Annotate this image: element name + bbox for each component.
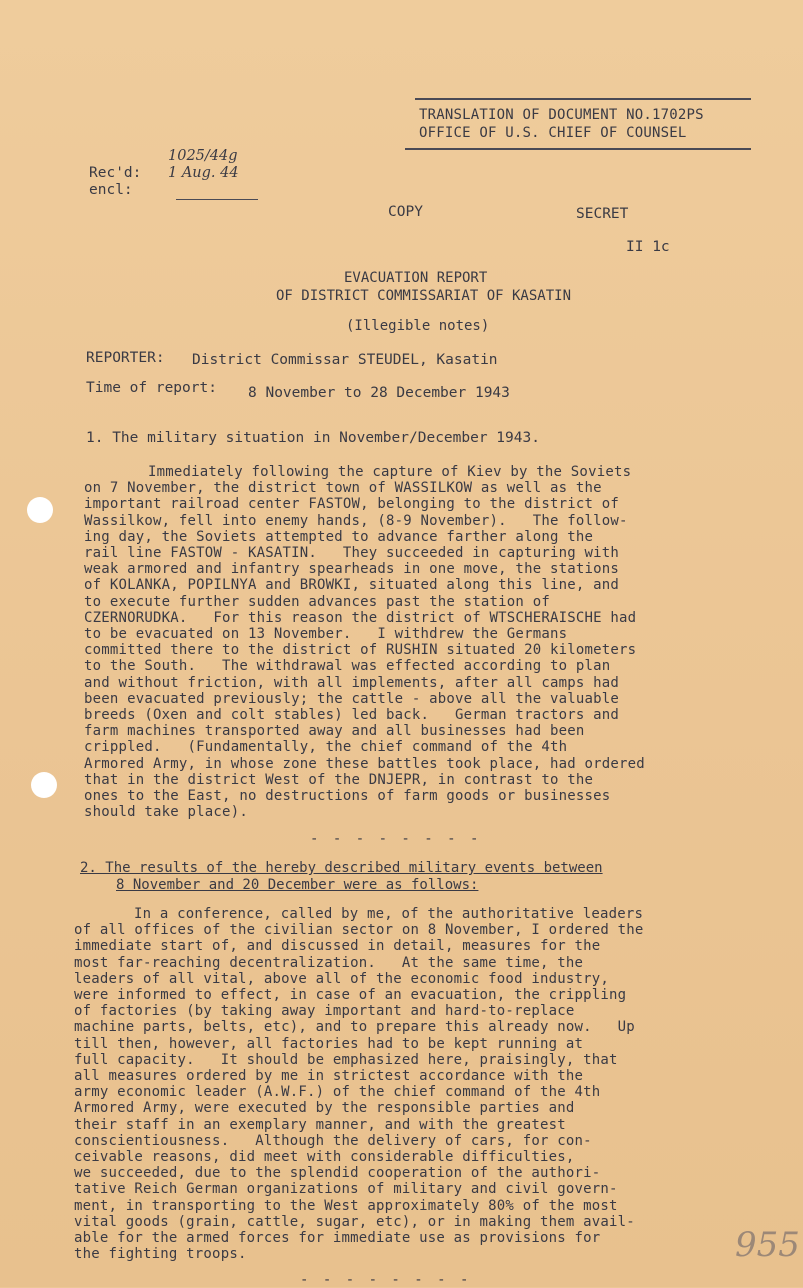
bottom-divider: - - - - - - - - <box>300 1272 472 1288</box>
reporter-label: REPORTER: <box>86 350 165 366</box>
section-2-body: In a conference, called by me, of the authoritative leaders of all offices of the civilian sector on 8 November, I ordered the immediate start of, and discussed in detail, measures for the most far-reaching decentralization. At the same time, the leaders of all vital, above all of the economic food industry, were informed to effect, in case of an evacuation, the crippling of factories (by taking away important and hard-to-replace machine parts, belts, etc), and to prepare this already now. Up till then, however, all factories had to be kept running at full capacity. It should be emphasized here, praisingly, that all measures ordered by me in strictest accordance with the army economic leader (A.W.F.) of the chief command of the 4th Armored Army, were executed by the responsible parties and their staff in an exemplary manner, and with the greatest conscientiousness. Although the delivery of cars, for con- ceivable reasons, did meet with considerable difficulties, we succeeded, due to the splendid cooperation of the authori- tative Reich German organizations of military and civil govern- ment, in transporting to the West approximately 80% of the most vital goods (grain, cattle, sugar, etc), or in making them avail- able for the armed forces for immediate use as provisions for the fighting troops. <box>74 906 644 1263</box>
section-2-heading: 2. The results of the hereby described military events between <box>80 860 603 876</box>
enclosure-line <box>176 199 258 200</box>
translation-header <box>415 98 755 150</box>
file-reference: II 1c <box>626 239 670 255</box>
header-rule-top <box>415 98 751 100</box>
page-number-stamp: 955 <box>735 1225 800 1265</box>
enclosure-label: encl: <box>89 182 133 198</box>
illegible-notes: (Illegible notes) <box>346 318 490 334</box>
header-rule-bottom <box>405 148 751 150</box>
copy-mark: COPY <box>388 204 423 220</box>
time-of-report-label: Time of report: <box>86 380 217 396</box>
section-1-body: Immediately following the capture of Kiev by the Soviets on 7 November, the district town of WASSILKOW as well as the important railroad center FASTOW, belonging to the district of Wassilkow, fell into enemy hands, (8-9 November). The follow- ing day, the Soviets attempted to advance farther along the rail line FASTOW - KASATIN. They succeeded in capturing with weak armored and infantry spearheads in one move, the stations of KOLANKA, POPILNYA and BROWKI, situated along this line, and to execute further sudden advances past the station of CZERNORUDKA. For this reason the district of WTSCHERAISCHE had to be evacuated on 13 November. I withdrew the Germans committed there to the district of RUSHIN situated 20 kilometers to the South. The withdrawal was effected according to plan and without friction, with all implements, after all camps had been evacuated previously; the cattle - above all the valuable breeds (Oxen and colt stables) led back. German tractors and farm machines transported away and all businesses had been crippled. (Fundamentally, the chief command of the 4th Armored Army, in whose zone these battles took place, had ordered that in the district West of the DNJEPR, in contrast to the ones to the East, no destructions of farm goods or businesses should take place). <box>84 464 645 821</box>
report-title: EVACUATION REPORT <box>344 270 488 286</box>
received-number: 1025/44g <box>168 148 238 164</box>
translation-document-number: TRANSLATION OF DOCUMENT NO.1702PS <box>419 107 704 123</box>
section-2-heading-cont: 8 November and 20 December were as follows: <box>116 877 479 893</box>
office-of-chief-counsel: OFFICE OF U.S. CHIEF OF COUNSEL <box>419 125 687 141</box>
report-subtitle: OF DISTRICT COMMISSARIAT OF KASATIN <box>276 288 572 304</box>
secret-classification: SECRET <box>576 206 629 222</box>
reporter-value: District Commissar STEUDEL, Kasatin <box>192 352 498 368</box>
time-of-report-value: 8 November to 28 December 1943 <box>248 385 510 401</box>
punch-hole-top <box>27 497 53 523</box>
section-1-heading: 1. The military situation in November/December 1943. <box>86 430 540 446</box>
section-divider: - - - - - - - - <box>310 831 482 847</box>
received-label: Rec'd: <box>89 165 142 181</box>
received-date: 1 Aug. 44 <box>168 165 239 181</box>
punch-hole-bottom <box>31 772 57 798</box>
